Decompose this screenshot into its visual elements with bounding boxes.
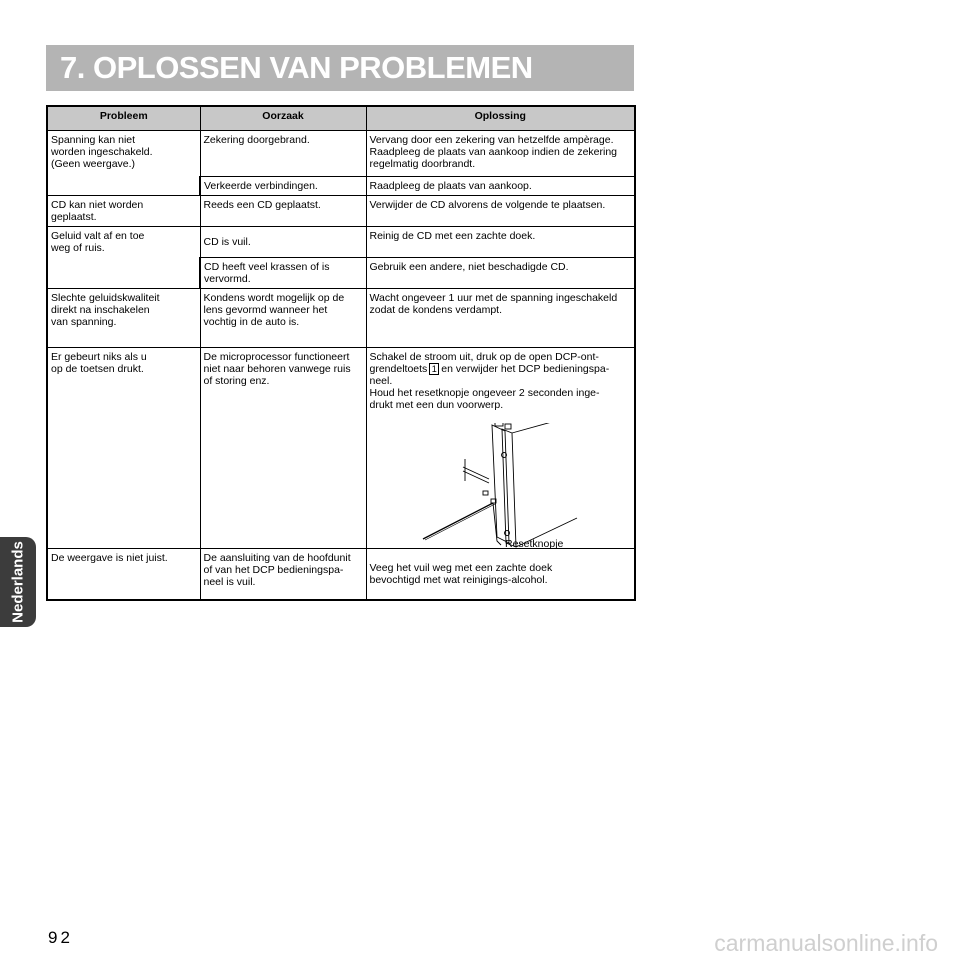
cell-problem: De weergave is niet juist. xyxy=(47,549,200,601)
table-row xyxy=(47,289,635,348)
table-row xyxy=(47,549,635,601)
table-header-row xyxy=(47,106,635,131)
solution-text-part2: en verwijder het DCP bedieningspa- neel. Houd het resetknopje ongeveer 2 seconden inge- drukt met een dun voorwerp. xyxy=(369,363,610,412)
table-row xyxy=(47,348,635,549)
cell-solution: Reinig de CD met een zachte doek. xyxy=(366,227,635,258)
table-row xyxy=(47,227,635,258)
solution-text-part1: Schakel de stroom uit, druk op de open DCP-ont- grendeltoets xyxy=(369,351,599,375)
table-row xyxy=(47,131,635,177)
button-number-badge: 1 xyxy=(429,363,439,375)
watermark: carmanualsonline.info xyxy=(714,930,938,956)
cell-cause: Reeds een CD geplaatst. xyxy=(200,196,366,227)
page-number: 92 xyxy=(48,928,73,947)
cell-problem: Slechte geluidskwaliteit direkt na inschakelen van spanning. xyxy=(47,289,200,348)
cell-solution: Veeg het vuil weg met een zachte doek bevochtigd met wat reinigings-alcohol. xyxy=(366,549,635,601)
cell-solution: Raadpleeg de plaats van aankoop. xyxy=(366,177,635,196)
cell-problem: Geluid valt af en toe weg of ruis. xyxy=(47,227,200,289)
title-bar xyxy=(46,45,634,91)
page-title: 7. OPLOSSEN VAN PROBLEMEN xyxy=(60,50,533,85)
cell-solution: Verwijder de CD alvorens de volgende te plaatsen. xyxy=(366,196,635,227)
header-problem: Probleem xyxy=(47,106,200,131)
cell-solution: Gebruik een andere, niet beschadigde CD. xyxy=(366,258,635,289)
reset-button-diagram xyxy=(417,423,587,553)
troubleshooting-table xyxy=(46,105,636,601)
language-tab xyxy=(0,537,36,627)
header-cause: Oorzaak xyxy=(200,106,366,131)
cell-problem: Spanning kan niet worden ingeschakeld. (Geen weergave.) xyxy=(47,131,200,196)
table-row xyxy=(47,196,635,227)
reset-button-label: Resetknopje xyxy=(504,538,563,550)
cell-cause: De microprocessor functioneert niet naar behoren vanwege ruis of storing enz. xyxy=(200,348,366,549)
header-solution: Oplossing xyxy=(366,106,635,131)
cell-cause: CD is vuil. xyxy=(200,227,366,258)
cell-cause: Verkeerde verbindingen. xyxy=(200,177,366,196)
cell-solution: Vervang door een zekering van hetzelfde ampèrage. Raadpleeg de plaats van aankoop indien de zekering regelmatig doorbrandt. xyxy=(366,131,635,177)
cell-problem: Er gebeurt niks als u op de toetsen drukt. xyxy=(47,348,200,549)
cell-cause: Zekering doorgebrand. xyxy=(200,131,366,177)
cell-solution: Wacht ongeveer 1 uur met de spanning ingeschakeld zodat de kondens verdampt. xyxy=(366,289,635,348)
cell-cause: Kondens wordt mogelijk op de lens gevormd wanneer het vochtig in de auto is. xyxy=(200,289,366,348)
language-tab-label: Nederlands xyxy=(9,541,27,623)
cell-problem: CD kan niet worden geplaatst. xyxy=(47,196,200,227)
cell-cause: CD heeft veel krassen of is vervormd. xyxy=(200,258,366,289)
cell-solution xyxy=(366,348,635,549)
cell-cause: De aansluiting van de hoofdunit of van het DCP bedieningspa- neel is vuil. xyxy=(200,549,366,601)
